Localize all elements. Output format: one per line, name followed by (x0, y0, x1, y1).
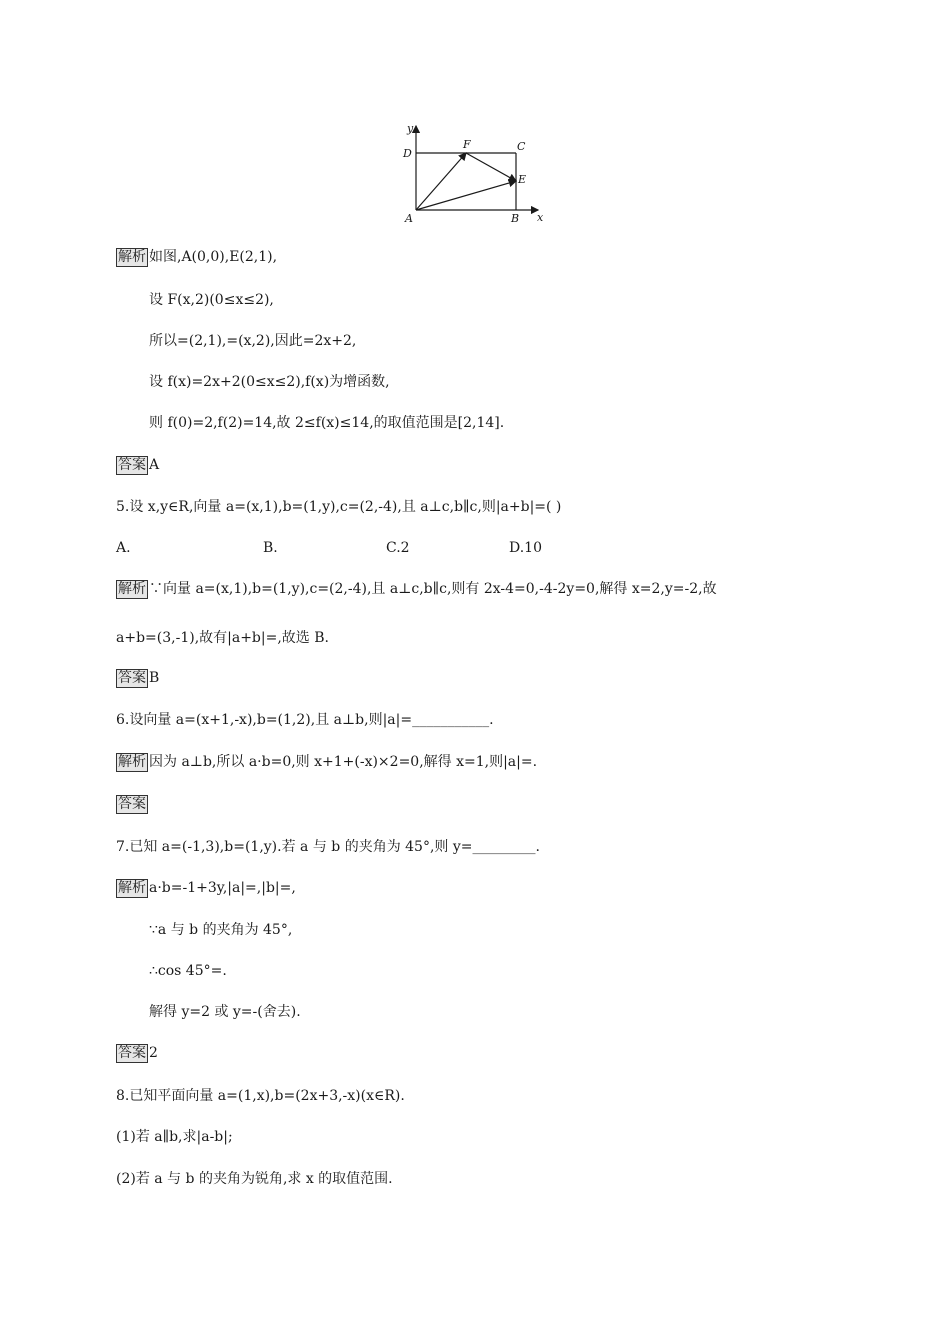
q5-analysis-line1: ∵向量 a=(x,1),b=(1,y),c=(2,-4),且 a⊥c,b∥c,则有 2x-4=0,-4-2y=0,解得 x=2,y=-2,故 (149, 581, 717, 597)
label-B: B (511, 212, 520, 225)
answer-tag: 答案 (118, 670, 146, 686)
q4-answer: A (149, 457, 160, 473)
answer-tag: 答案 (118, 796, 146, 812)
analysis-tag: 解析 (118, 581, 146, 597)
q4-answer-row (116, 455, 159, 475)
q7-line4: 解得 y=2 或 y=-(舍去). (149, 1004, 301, 1020)
q6-stem: 6.设向量 a=(x+1,-x),b=(1,2),且 a⊥b,则|a|=___________. (116, 712, 494, 728)
q7-analysis-line1: a·b=-1+3y,|a|=,|b|=, (149, 880, 296, 896)
vector-FE (466, 153, 516, 181)
q6-analysis-line1: 因为 a⊥b,所以 a·b=0,则 x+1+(-x)×2=0,解得 x=1,则|a|=. (149, 754, 538, 770)
q4-line3: 所以=(2,1),=(x,2),因此=2x+2, (149, 333, 357, 349)
answer-tag: 答案 (118, 1045, 146, 1061)
q6-analysis-row (116, 752, 537, 772)
q4-analysis-row (116, 247, 277, 267)
label-x: x (537, 211, 544, 224)
q4-line4: 设 f(x)=2x+2(0≤x≤2),f(x)为增函数, (149, 374, 390, 390)
label-F: F (463, 138, 471, 151)
q5-option-d: D.10 (509, 540, 542, 556)
vector-AF (416, 153, 466, 210)
q7-answer-row (116, 1043, 158, 1063)
q4-analysis-line1: 如图,A(0,0),E(2,1), (149, 249, 278, 265)
q4-line2: 设 F(x,2)(0≤x≤2), (149, 292, 274, 308)
q8-part1: (1)若 a∥b,求|a-b|; (116, 1129, 233, 1145)
q6-answer-row (116, 794, 149, 814)
q7-line2: ∵a 与 b 的夹角为 45°, (149, 922, 293, 938)
q8-stem: 8.已知平面向量 a=(1,x),b=(2x+3,-x)(x∈R). (116, 1088, 405, 1104)
label-D: D (403, 147, 412, 160)
q7-line3: ∴cos 45°=. (149, 963, 227, 979)
q5-analysis-row (116, 579, 717, 599)
analysis-tag: 解析 (118, 880, 146, 896)
q5-answer: B (149, 670, 160, 686)
q4-line5: 则 f(0)=2,f(2)=14,故 2≤f(x)≤14,的取值范围是[2,14]. (149, 415, 505, 431)
analysis-tag: 解析 (118, 249, 146, 265)
q5-option-c: C.2 (386, 540, 410, 556)
q5-option-a: A. (116, 540, 131, 556)
label-C: C (517, 140, 526, 153)
q5-stem: 5.设 x,y∈R,向量 a=(x,1),b=(1,y),c=(2,-4),且 a⊥c,b∥c,则|a+b|=( ) (116, 499, 562, 515)
q5-analysis-line2: a+b=(3,-1),故有|a+b|=,故选 B. (116, 630, 329, 646)
q7-answer: 2 (149, 1045, 158, 1061)
label-A: A (405, 212, 413, 225)
label-E: E (518, 173, 527, 186)
q7-stem: 7.已知 a=(-1,3),b=(1,y).若 a 与 b 的夹角为 45°,则 y=_________. (116, 839, 540, 855)
q5-answer-row (116, 668, 159, 688)
label-y: y (407, 122, 414, 135)
q8-part2: (2)若 a 与 b 的夹角为锐角,求 x 的取值范围. (116, 1171, 393, 1187)
answer-tag: 答案 (118, 457, 146, 473)
vector-AE (416, 181, 516, 210)
analysis-tag: 解析 (118, 754, 146, 770)
q7-analysis-row (116, 878, 296, 898)
q5-option-b: B. (263, 540, 278, 556)
vector-figure (398, 120, 550, 228)
